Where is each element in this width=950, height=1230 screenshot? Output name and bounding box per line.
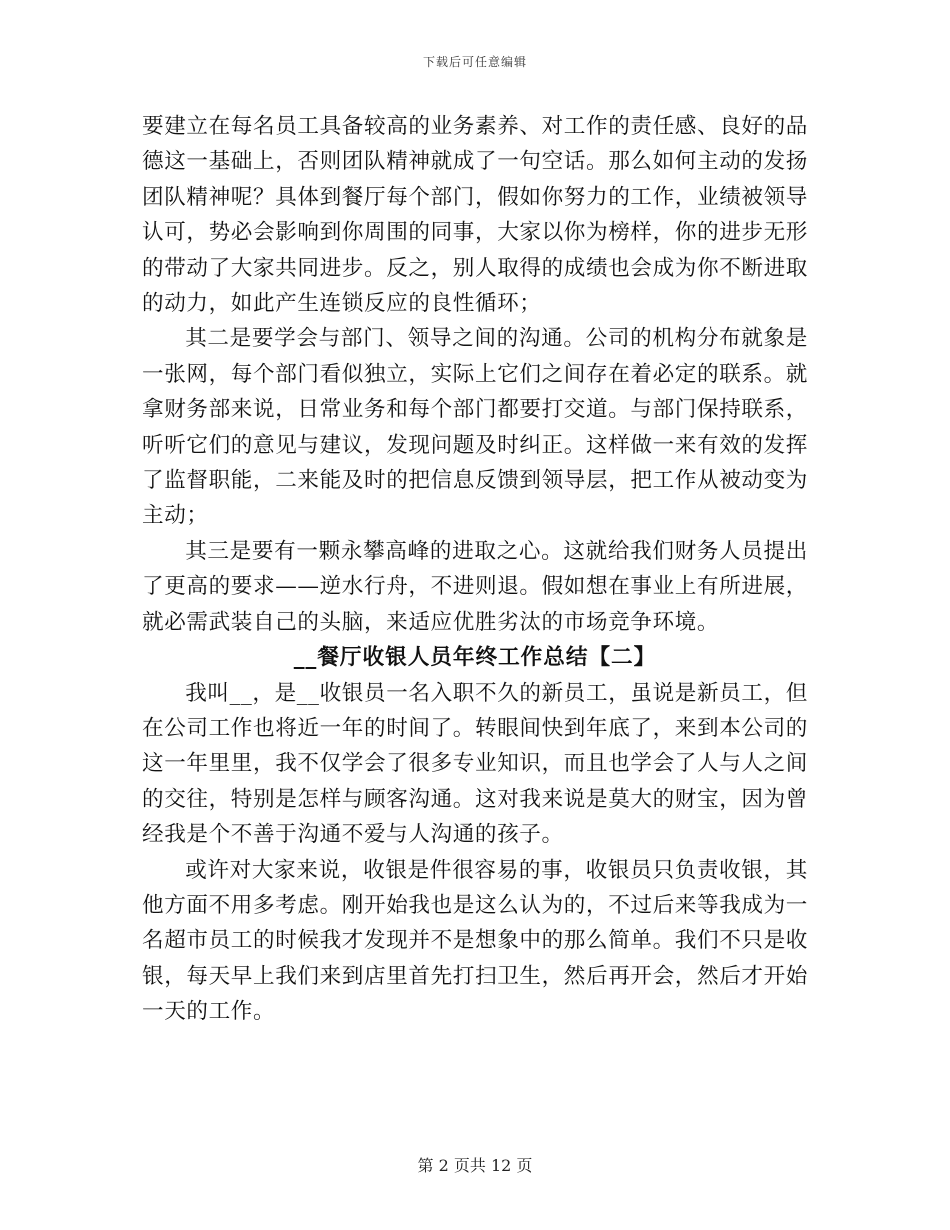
paragraph-5: 或许对大家来说，收银是件很容易的事，收银员只负责收银，其他方面不用多考虑。刚开始我也是这么认为的，不过后来等我成为一名超市员工的时候我才发现并不是想象中的那么简单。我们不只是收银，每天早上我们来到店里首先打扫卫生，然后再开会，然后才开始一天的工作。: [142, 857, 808, 1025]
paragraph-1: 要建立在每名员工具备较高的业务素养、对工作的责任感、良好的品德这一基础上，否则团队精神就成了一句空话。那么如何主动的发扬团队精神呢？具体到餐厅每个部门，假如你努力的工作，业绩被领导认可，势必会影响到你周围的同事，大家以你为榜样，你的进步无形的带动了大家共同进步。反之，别人取得的成绩也会成为你不断进取的动力，如此产生连锁反应的良性循环；: [142, 114, 808, 317]
page-footer: 第 2 页共 12 页: [417, 1156, 533, 1175]
paragraph-3: 其三是要有一颗永攀高峰的进取之心。这就给我们财务人员提出了更高的要求——逆水行舟，不进则退。假如想在事业上有所进展，就必需武装自己的头脑，来适应优胜劣汰的市场竞争环境。: [142, 538, 808, 635]
paragraph-2: 其二是要学会与部门、领导之间的沟通。公司的机构分布就象是一张网，每个部门看似独立，实际上它们之间存在着必定的联系。就拿财务部来说，日常业务和每个部门都要打交道。与部门保持联系，听听它们的意见与建议，发现问题及时纠正。这样做一来有效的发挥了监督职能，二来能及时的把信息反馈到领导层，把工作从被动变为主动；: [142, 326, 808, 529]
section-heading: __餐厅收银人员年终工作总结【二】: [293, 645, 657, 671]
paragraph-4: 我叫__，是__收银员一名入职不久的新员工，虽说是新员工，但在公司工作也将近一年的时间了。转眼间快到年底了，来到本公司的这一年里里，我不仅学会了很多专业知识，而且也学会了人与人之间的交往，特别是怎样与顾客沟通。这对我来说是莫大的财宝，因为曾经我是个不善于沟通不爱与人沟通的孩子。: [142, 680, 808, 848]
page-header: 下载后可任意编辑: [422, 55, 527, 69]
document-body: [142, 109, 808, 1030]
